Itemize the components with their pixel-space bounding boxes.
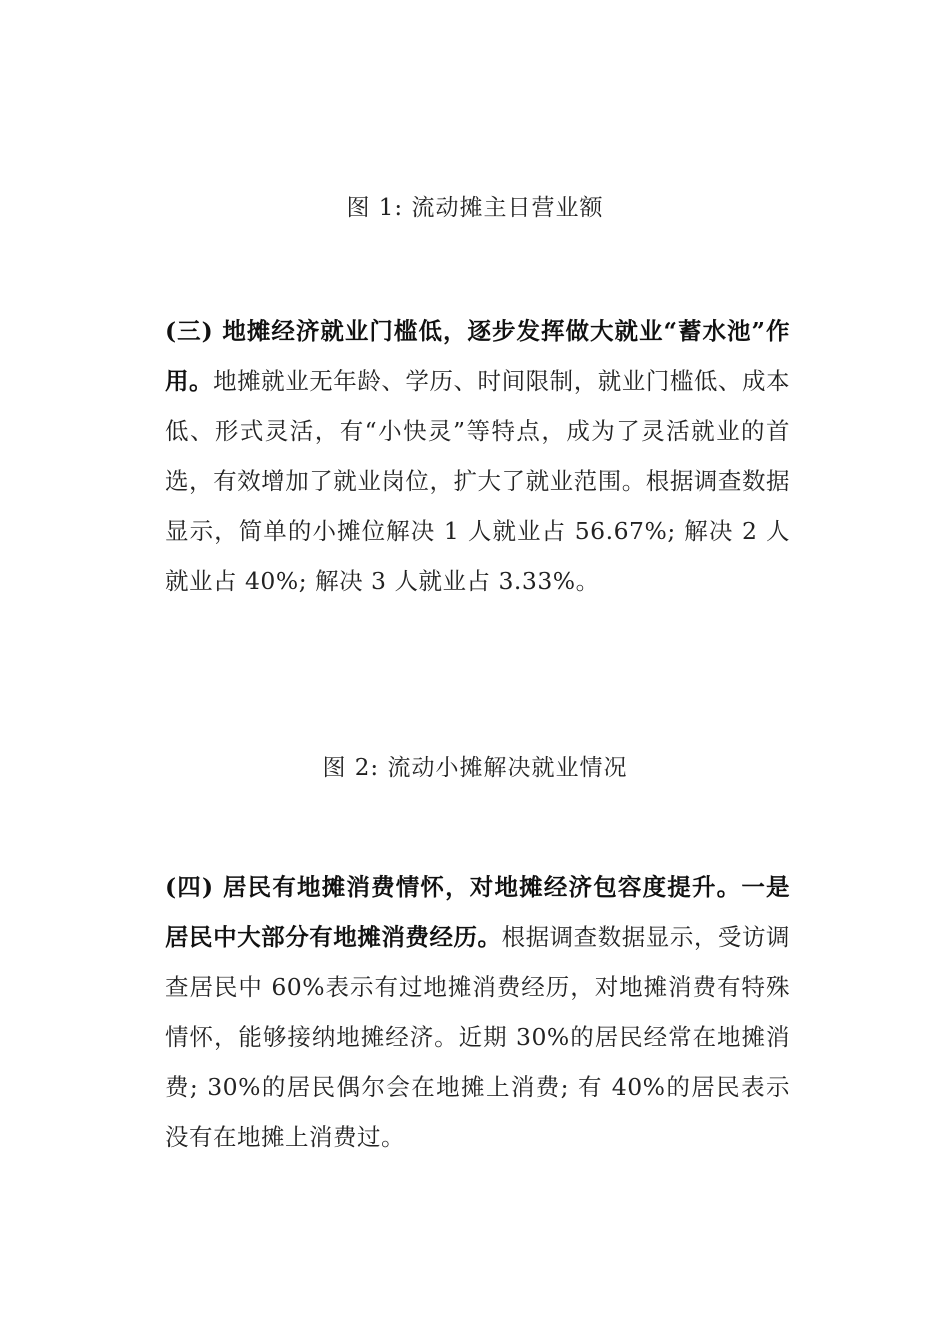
figure-1-caption: 图 1: 流动摊主日营业额 bbox=[346, 195, 604, 221]
section-3-paragraph bbox=[165, 306, 790, 606]
section-4-paragraph bbox=[165, 862, 790, 1162]
section-3-heading: (三) 地摊经济就业门槛低，逐步发挥做大就业“蓄水池”作用。 bbox=[165, 317, 790, 395]
section-3-body: 地摊就业无年龄、学历、时间限制，就业门槛低、成本低、形式灵活，有“小快灵”等特点，成为了灵活就业的首选，有效增加了就业岗位，扩大了就业范围。根据调查数据显示，简单的小摊位解决 1 人就业占 56.67%; 解决 2 人就业占 40%; 解决 3 人就业占 3.33%。 bbox=[165, 367, 791, 595]
section-4-heading: (四) 居民有地摊消费情怀，对地摊经济包容度提升。一是居民中大部分有地摊消费经历。 bbox=[165, 873, 790, 951]
figure-2-caption: 图 2: 流动小摊解决就业情况 bbox=[322, 755, 628, 781]
section-4-body: 根据调查数据显示，受访调查居民中 60%表示有过地摊消费经历，对地摊消费有特殊情怀，能够接纳地摊经济。近期 30%的居民经常在地摊消费; 30%的居民偶尔会在地摊上消费; 有 40%的居民表示没有在地摊上消费过。 bbox=[165, 923, 791, 1151]
